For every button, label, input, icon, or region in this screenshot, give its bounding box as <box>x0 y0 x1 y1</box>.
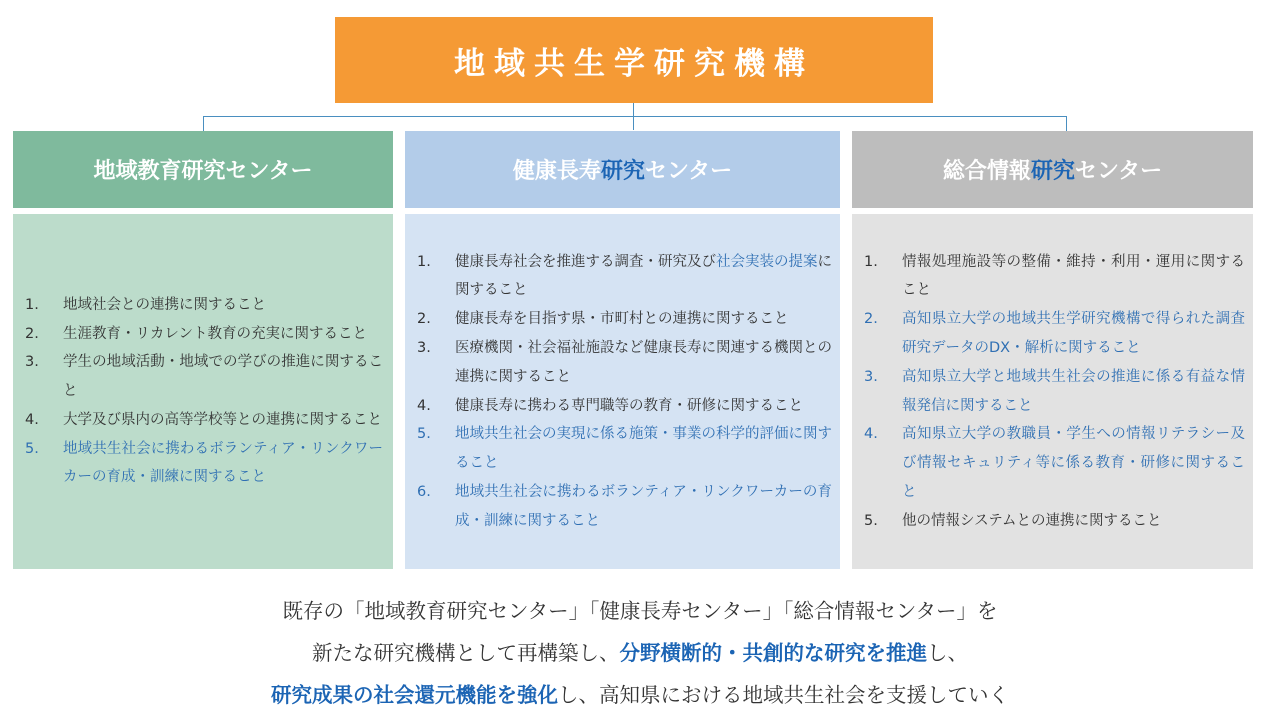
item-number: 2. <box>417 311 431 328</box>
list-item <box>25 406 383 435</box>
center-duties-health-longevity <box>405 214 840 569</box>
item-text: 高知県立大学の地域共生学研究機構で得られた調査研究データのDX・解析に関すること <box>902 311 1245 356</box>
item-text: 地域共生社会に携わるボランティア・リンクワーカーの育成・訓練に関すること <box>455 483 832 529</box>
item-text: 地域社会との連携に関すること <box>63 296 266 313</box>
item-number: 4. <box>25 411 39 428</box>
summary-text-part: し、 <box>927 641 968 665</box>
list-item <box>417 420 832 478</box>
item-text-part: に関すること <box>455 253 832 299</box>
header-part: センター <box>644 159 733 184</box>
item-number: 4. <box>417 397 431 414</box>
header-part-accent: 研究 <box>600 159 645 184</box>
summary-text-part: し、高知県における地域共生社会を支援していく <box>558 683 1009 707</box>
organization-title-box <box>335 17 933 103</box>
item-number: 1. <box>417 253 431 270</box>
header-part: 総合情報 <box>942 159 1031 184</box>
center-duties-comprehensive-information <box>852 214 1253 569</box>
list-item <box>417 478 832 536</box>
item-text: 高知県立大学の教職員・学生への情報リテラシー及び情報セキュリティ等に係る教育・研修に関すること <box>902 426 1245 500</box>
item-number: 3. <box>417 339 431 356</box>
list-item <box>25 435 383 493</box>
item-number: 3. <box>25 354 39 371</box>
center-header-comprehensive-information <box>852 131 1253 208</box>
item-number: 2. <box>25 325 39 342</box>
item-text: 健康長寿を目指す県・市町村との連携に関すること <box>455 311 789 328</box>
item-text: 情報処理施設等の整備・維持・利用・運用に関すること <box>902 253 1245 299</box>
item-text: 高知県立大学と地域共生社会の推進に係る有益な情報発信に関すること <box>902 368 1245 414</box>
item-text: 大学及び県内の高等学校等との連携に関すること <box>63 411 382 428</box>
list-item <box>25 320 383 349</box>
list-item <box>417 305 832 334</box>
list-item <box>417 392 832 421</box>
connector-horizontal <box>203 116 1067 117</box>
item-number: 6. <box>417 483 431 500</box>
list-item <box>864 507 1245 536</box>
center-header-health-longevity <box>405 131 840 208</box>
list-item <box>417 334 832 392</box>
item-number: 5. <box>417 426 431 443</box>
item-text: 他の情報システムとの連携に関すること <box>902 512 1162 529</box>
summary-text-emphasis: 研究成果の社会還元機能を強化 <box>271 683 558 707</box>
center-header-label <box>943 154 1162 185</box>
list-item <box>864 420 1245 506</box>
item-text: 健康長寿に携わる専門職等の教育・研修に関すること <box>455 397 803 414</box>
list-item <box>864 305 1245 363</box>
list-item <box>864 248 1245 306</box>
item-number: 4. <box>864 426 878 443</box>
item-text <box>455 248 832 306</box>
list-item <box>417 248 832 306</box>
item-number: 1. <box>25 296 39 313</box>
center-header-label <box>513 154 732 185</box>
header-part: センター <box>1074 159 1163 184</box>
item-number: 3. <box>864 368 878 385</box>
item-number: 2. <box>864 311 878 328</box>
list-item <box>864 363 1245 421</box>
summary-line-1: 既存の「地域教育研究センター」「健康長寿センター」「総合情報センター」を <box>282 599 998 623</box>
header-part: 健康長寿 <box>512 159 601 184</box>
summary-line-3 <box>0 678 1280 708</box>
item-text: 地域共生社会に携わるボランティア・リンクワーカーの育成・訓練に関すること <box>63 440 383 486</box>
item-text: 地域共生社会の実現に係る施策・事業の科学的評価に関すること <box>455 426 832 472</box>
item-number: 5. <box>25 440 39 457</box>
item-text: 生涯教育・リカレント教育の充実に関すること <box>63 325 367 342</box>
summary-line-2 <box>0 636 1280 666</box>
connector-drop-left <box>203 116 204 131</box>
duty-list <box>864 248 1245 536</box>
duty-list <box>417 248 832 536</box>
item-text-part: 健康長寿社会を推進する調査・研究及び <box>455 253 716 270</box>
connector-drop-right <box>1066 116 1067 131</box>
item-text: 医療機関・社会福祉施設など健康長寿に関連する機関との連携に関すること <box>455 339 832 385</box>
list-item <box>25 348 383 406</box>
item-text-highlight: 社会実装の提案 <box>716 253 818 270</box>
center-header-regional-education <box>13 131 393 208</box>
item-text: 学生の地域活動・地域での学びの推進に関すること <box>63 354 383 400</box>
summary-text-part: 新たな研究機構として再構築し、 <box>312 641 620 665</box>
summary-text-emphasis: 分野横断的・共創的な研究を推進 <box>619 641 927 665</box>
duty-list <box>25 291 383 493</box>
organization-title: 地域共生学研究機構 <box>454 45 814 82</box>
header-part-accent: 研究 <box>1030 159 1075 184</box>
item-number: 1. <box>864 253 878 270</box>
center-duties-regional-education <box>13 214 393 569</box>
list-item <box>25 291 383 320</box>
item-number: 5. <box>864 512 878 529</box>
center-header-label: 地域教育研究センター <box>93 159 313 184</box>
